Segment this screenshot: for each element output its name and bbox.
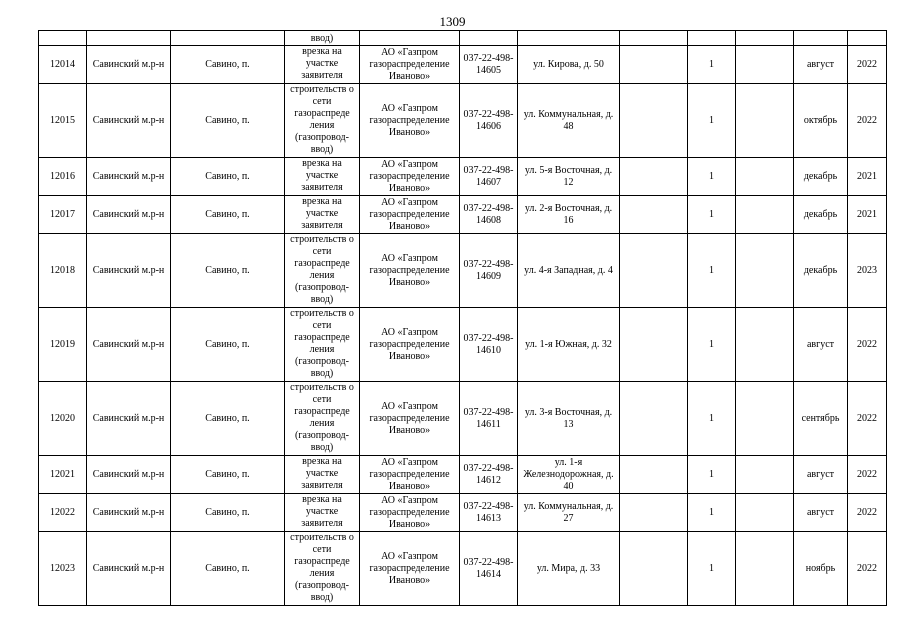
cell-month: декабрь xyxy=(794,196,848,234)
cell-locality: Савино, п. xyxy=(171,382,285,456)
cell-code: 037-22-498-14612 xyxy=(460,456,518,494)
cell-month: сентябрь xyxy=(794,382,848,456)
cell-count: 1 xyxy=(688,308,736,382)
cell-locality xyxy=(171,31,285,46)
cell-locality: Савино, п. xyxy=(171,494,285,532)
cell-empty xyxy=(620,158,688,196)
cell-org: АО «Газпром газораспределение Иваново» xyxy=(360,234,460,308)
cell-address: ул. 5-я Восточная, д. 12 xyxy=(518,158,620,196)
cell-work: строительств о сети газораспреде ления (газопровод-ввод) xyxy=(285,532,360,606)
cell-empty xyxy=(620,382,688,456)
cell-year: 2022 xyxy=(848,46,887,84)
table-row xyxy=(39,532,887,606)
cell-id xyxy=(39,31,87,46)
cell-address: ул. 2-я Восточная, д. 16 xyxy=(518,196,620,234)
cell-org: АО «Газпром газораспределение Иваново» xyxy=(360,196,460,234)
cell-code xyxy=(460,31,518,46)
cell-district: Савинский м.р-н xyxy=(87,532,171,606)
cell-month: октябрь xyxy=(794,84,848,158)
cell-org: АО «Газпром газораспределение Иваново» xyxy=(360,382,460,456)
cell-org: АО «Газпром газораспределение Иваново» xyxy=(360,46,460,84)
cell-count: 1 xyxy=(688,84,736,158)
cell-year: 2022 xyxy=(848,84,887,158)
cell-code: 037-22-498-14609 xyxy=(460,234,518,308)
cell-year: 2022 xyxy=(848,382,887,456)
cell-empty xyxy=(736,494,794,532)
cell-empty xyxy=(620,494,688,532)
cell-month: август xyxy=(794,308,848,382)
cell-work: строительств о сети газораспреде ления (газопровод-ввод) xyxy=(285,382,360,456)
cell-org: АО «Газпром газораспределение Иваново» xyxy=(360,308,460,382)
cell-id: 12018 xyxy=(39,234,87,308)
cell-code: 037-22-498-14605 xyxy=(460,46,518,84)
cell-count: 1 xyxy=(688,456,736,494)
cell-empty xyxy=(736,308,794,382)
cell-empty xyxy=(736,158,794,196)
cell-id: 12020 xyxy=(39,382,87,456)
cell-code: 037-22-498-14614 xyxy=(460,532,518,606)
gas-connections-table xyxy=(38,30,887,606)
cell-locality: Савино, п. xyxy=(171,456,285,494)
cell-empty xyxy=(736,46,794,84)
cell-locality: Савино, п. xyxy=(171,234,285,308)
cell-district: Савинский м.р-н xyxy=(87,84,171,158)
cell-locality: Савино, п. xyxy=(171,158,285,196)
cell-count: 1 xyxy=(688,158,736,196)
cell-id: 12023 xyxy=(39,532,87,606)
cell-locality: Савино, п. xyxy=(171,84,285,158)
table-row xyxy=(39,46,887,84)
cell-id: 12019 xyxy=(39,308,87,382)
cell-count: 1 xyxy=(688,494,736,532)
cell-work: строительств о сети газораспреде ления (газопровод-ввод) xyxy=(285,84,360,158)
table-row xyxy=(39,494,887,532)
cell-month: август xyxy=(794,46,848,84)
cell-month: декабрь xyxy=(794,234,848,308)
cell-code: 037-22-498-14607 xyxy=(460,158,518,196)
cell-month xyxy=(794,31,848,46)
table-row xyxy=(39,456,887,494)
cell-address: ул. Мира, д. 33 xyxy=(518,532,620,606)
cell-work: врезка на участке заявителя xyxy=(285,196,360,234)
cell-locality: Савино, п. xyxy=(171,308,285,382)
cell-org: АО «Газпром газораспределение Иваново» xyxy=(360,456,460,494)
cell-year: 2022 xyxy=(848,456,887,494)
cell-id: 12021 xyxy=(39,456,87,494)
table-row xyxy=(39,234,887,308)
cell-empty xyxy=(736,532,794,606)
cell-id: 12015 xyxy=(39,84,87,158)
cell-org xyxy=(360,31,460,46)
table-row xyxy=(39,382,887,456)
cell-id: 12022 xyxy=(39,494,87,532)
cell-address: ул. 1-я Южная, д. 32 xyxy=(518,308,620,382)
cell-year: 2021 xyxy=(848,158,887,196)
table-row xyxy=(39,84,887,158)
cell-address: ул. Коммунальная, д. 27 xyxy=(518,494,620,532)
cell-year: 2022 xyxy=(848,308,887,382)
cell-empty xyxy=(736,84,794,158)
cell-work: строительств о сети газораспреде ления (газопровод-ввод) xyxy=(285,234,360,308)
cell-month: август xyxy=(794,456,848,494)
cell-count: 1 xyxy=(688,234,736,308)
cell-month: декабрь xyxy=(794,158,848,196)
cell-year: 2023 xyxy=(848,234,887,308)
cell-org: АО «Газпром газораспределение Иваново» xyxy=(360,494,460,532)
cell-count: 1 xyxy=(688,532,736,606)
cell-empty xyxy=(620,234,688,308)
cell-org: АО «Газпром газораспределение Иваново» xyxy=(360,532,460,606)
cell-id: 12014 xyxy=(39,46,87,84)
table-row xyxy=(39,158,887,196)
cell-district: Савинский м.р-н xyxy=(87,46,171,84)
cell-id: 12017 xyxy=(39,196,87,234)
cell-count: 1 xyxy=(688,46,736,84)
cell-locality: Савино, п. xyxy=(171,196,285,234)
cell-district: Савинский м.р-н xyxy=(87,158,171,196)
cell-empty xyxy=(736,234,794,308)
cell-address xyxy=(518,31,620,46)
cell-code: 037-22-498-14611 xyxy=(460,382,518,456)
cell-code: 037-22-498-14608 xyxy=(460,196,518,234)
cell-code: 037-22-498-14606 xyxy=(460,84,518,158)
cell-empty xyxy=(736,196,794,234)
table-row xyxy=(39,196,887,234)
cell-code: 037-22-498-14610 xyxy=(460,308,518,382)
cell-empty xyxy=(620,532,688,606)
cell-address: ул. Кирова, д. 50 xyxy=(518,46,620,84)
cell-id: 12016 xyxy=(39,158,87,196)
table-body xyxy=(39,31,887,606)
cell-empty xyxy=(736,456,794,494)
cell-empty xyxy=(620,308,688,382)
cell-year: 2022 xyxy=(848,532,887,606)
cell-district: Савинский м.р-н xyxy=(87,308,171,382)
cell-district xyxy=(87,31,171,46)
cell-address: ул. 4-я Западная, д. 4 xyxy=(518,234,620,308)
cell-count: 1 xyxy=(688,196,736,234)
cell-work: врезка на участке заявителя xyxy=(285,46,360,84)
cell-work: ввод) xyxy=(285,31,360,46)
cell-district: Савинский м.р-н xyxy=(87,456,171,494)
cell-district: Савинский м.р-н xyxy=(87,234,171,308)
cell-empty xyxy=(736,382,794,456)
cell-empty xyxy=(620,456,688,494)
cell-district: Савинский м.р-н xyxy=(87,494,171,532)
cell-work: врезка на участке заявителя xyxy=(285,456,360,494)
cell-district: Савинский м.р-н xyxy=(87,382,171,456)
cell-month: август xyxy=(794,494,848,532)
cell-year xyxy=(848,31,887,46)
cell-empty xyxy=(736,31,794,46)
cell-address: ул. Коммунальная, д. 48 xyxy=(518,84,620,158)
cell-work: врезка на участке заявителя xyxy=(285,494,360,532)
cell-year: 2022 xyxy=(848,494,887,532)
cell-org: АО «Газпром газораспределение Иваново» xyxy=(360,158,460,196)
cell-locality: Савино, п. xyxy=(171,46,285,84)
cell-code: 037-22-498-14613 xyxy=(460,494,518,532)
cell-empty xyxy=(620,31,688,46)
cell-work: строительств о сети газораспреде ления (газопровод-ввод) xyxy=(285,308,360,382)
cell-count xyxy=(688,31,736,46)
cell-locality: Савино, п. xyxy=(171,532,285,606)
cell-district: Савинский м.р-н xyxy=(87,196,171,234)
cell-year: 2021 xyxy=(848,196,887,234)
cell-org: АО «Газпром газораспределение Иваново» xyxy=(360,84,460,158)
cell-count: 1 xyxy=(688,382,736,456)
cell-month: ноябрь xyxy=(794,532,848,606)
cell-empty xyxy=(620,196,688,234)
cell-address: ул. 3-я Восточная, д. 13 xyxy=(518,382,620,456)
cell-empty xyxy=(620,84,688,158)
cell-work: врезка на участке заявителя xyxy=(285,158,360,196)
cell-empty xyxy=(620,46,688,84)
page-number: 1309 xyxy=(439,14,466,29)
table-row-partial xyxy=(39,31,887,46)
cell-address: ул. 1-я Железнодорожная, д. 40 xyxy=(518,456,620,494)
table-row xyxy=(39,308,887,382)
